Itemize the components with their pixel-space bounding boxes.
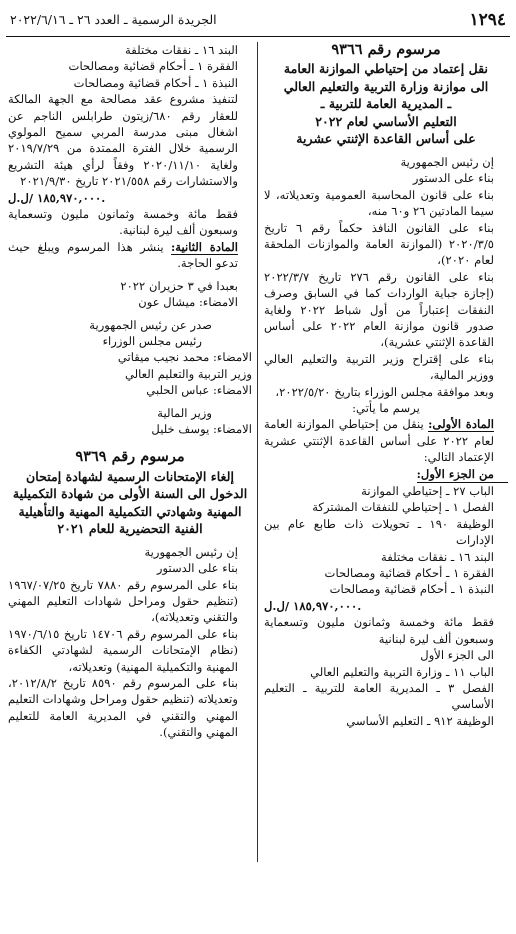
decree-title-line: إلغاء الإمتحانات الرسمية لشهادة إمتحان	[26, 468, 234, 484]
decree-title-line: الفنية التحضيرية للعام ٢٠٢١	[57, 521, 203, 537]
article-2	[8, 239, 252, 272]
fin-minister-title: وزير المالية	[157, 405, 212, 420]
from-item: الوظيفة ١٩٠ ـ تحويلات ذات طابع عام بين الإدارات	[264, 516, 494, 548]
to-part: الى الجزء الأول	[420, 648, 494, 663]
issue-line: الجريدة الرسمية ـ العدد ٢٦ ـ ٢٠٢٢/٦/١٦	[10, 12, 217, 27]
article-2-label: المادة الثانية:	[171, 239, 238, 254]
signature-edu-minister: الامضاء: عباس الحلبي	[146, 383, 252, 398]
pm-title: رئيس مجلس الوزراء	[102, 333, 202, 348]
to-item: الفصل ٣ ـ المديرية العامة للتربية ـ التعليم الأساسي	[264, 680, 494, 712]
amount: ١٨٥,٩٧٠,٠٠٠ /ل.ل.	[8, 190, 106, 205]
column-divider	[257, 42, 258, 862]
page-number: ١٢٩٤	[469, 10, 506, 30]
preamble-law-6: بناء على القانون النافذ حكماً رقم ٦ تاريخ ٢٠٢٠/٣/٥ (الموازنة العامة والموازنات الملحقة لعام ٢٠٢٠)،	[264, 220, 494, 268]
decrees-line: يرسم ما يأتي:	[352, 401, 420, 415]
left-column	[8, 42, 252, 741]
amount-words: فقط مائة وخمسة وثمانون مليون وتسعماية وسبعون ألف ليرة لبنانية.	[8, 207, 238, 238]
from-item: الفصل ١ ـ إحتياطي للنفقات المشتركة	[312, 500, 494, 515]
preamble-president: إن رئيس الجمهورية	[400, 154, 494, 169]
decree-title-line: نقل إعتماد من إحتياطي الموازنة العامة	[283, 61, 489, 77]
decree-number: مرسوم رقم ٩٣٦٩	[75, 448, 185, 466]
amount: ١٨٥,٩٧٠,٠٠٠ /ل.ل.	[264, 598, 362, 613]
decree-title-line: ـ المديرية العامة للتربية ـ	[320, 96, 452, 112]
preamble-decree-14706: بناء على المرسوم رقم ١٤٧٠٦ تاريخ ١٩٧٠/٦/١٥ (نظام الإمتحانات الرسمية لشهادتي الكفاءة المهنية والتكميلية المهنية) وتعديلاته،	[8, 626, 238, 674]
item-line: النبذة ١ ـ أحكام قضائية ومصالحات	[73, 75, 238, 90]
preamble-accounting-law: بناء على قانون المحاسبة العمومية وتعديلاته، لا سيما المادتين ٢٦ و٦٠ منه،	[264, 187, 494, 219]
decree-title-line: التعليم الأساسي لعام ٢٠٢٢	[315, 113, 457, 129]
decree-title-line: الى موازنة وزارة التربية والتعليم العالي	[283, 78, 489, 94]
article-1	[264, 416, 508, 465]
signature-pm: الامضاء: محمد نجيب ميقاتي	[117, 350, 252, 365]
preamble-approval: وبعد موافقة مجلس الوزراء بتاريخ ٢٠٢٢/٥/٢٠،	[275, 384, 494, 399]
article-1-text: ينقل من إحتياطي الموازنة العامة لعام ٢٠٢٢ على أساس القاعدة الإثنتي عشرية الإعتماد التالي:	[264, 417, 495, 465]
to-item: الباب ١١ ـ وزارة التربية والتعليم العالي	[310, 664, 494, 679]
issued-by: صدر عن رئيس الجمهورية	[89, 317, 212, 332]
page-header	[6, 10, 510, 37]
edu-minister-title: وزير التربية والتعليم العالي	[124, 366, 252, 381]
purpose-text: لتنفيذ مشروع عقد مصالحة مع الجهة المالكة للعقار رقم ٦٨٠/زيتون طرابلس الناجم عن اشغال مبنى مدرسة المربي سميح المولوي الرسمية خلال الفترة الممتدة من ٢٠١٩/٧/٢٩ ولغاية ٢٠٢٠/١١/١٠ وفقاً لرأي هيئة التشريع والاستشارات رقم ٢٠٢١/٥٥٨ تاريخ ٢٠٢١/٩/٣٠	[8, 92, 238, 189]
right-column	[264, 42, 508, 729]
preamble-president: إن رئيس الجمهورية	[144, 544, 238, 559]
article-2-text: ينشر هذا المرسوم ويبلغ حيث تدعو الحاجة.	[8, 239, 238, 271]
preamble-decree-7880: بناء على المرسوم رقم ٧٨٨٠ تاريخ ١٩٦٧/٠٧/٢٥ (تنظيم حقول ومراحل شهادات التعليم المهني والتقني وتعديلاته)،	[8, 577, 238, 625]
decree-title-line: المهنية وشهادتي التكميلية المهنية والتأهيلية	[18, 503, 242, 519]
from-part: من الجزء الأول:	[417, 466, 508, 483]
preamble-constitution: بناء على الدستور	[156, 561, 238, 576]
amount-words: فقط مائة وخمسة وثمانون مليون وتسعماية وسبعون ألف ليرة لبنانية	[264, 615, 494, 646]
to-item: الوظيفة ٩١٢ ـ التعليم الأساسي	[346, 713, 494, 728]
from-item: البند ١٦ ـ نفقات مختلفة	[381, 549, 494, 564]
preamble-proposal: بناء على إقتراح وزير التربية والتعليم العالي ووزير المالية،	[264, 351, 494, 383]
signature-president: الامضاء: ميشال عون	[138, 295, 238, 310]
item-line: الفقرة ١ ـ أحكام قضائية ومصالحات	[68, 59, 238, 74]
decree-number: مرسوم رقم ٩٣٦٦	[331, 41, 441, 58]
preamble-law-276: بناء على القانون رقم ٢٧٦ تاريخ ٢٠٢٢/٣/٧ (إجازة جباية الواردات كما في السابق وصرف النفقات إعتباراً من أول شباط ٢٠٢٢ ولغاية صدور قانون موازنة العام ٢٠٢٢ على أساس القاعدة الإثنتي عشرية)،	[264, 269, 495, 350]
decree-title-line: الدخول الى السنة الأولى من شهادة التكميلية	[12, 486, 248, 502]
article-1-label: المادة الأولى:	[428, 417, 495, 432]
from-item: الفقرة ١ ـ أحكام قضائية ومصالحات	[324, 566, 494, 581]
signature-fin-minister: الامضاء: يوسف خليل	[151, 421, 252, 436]
date-line: بعبدا في ٣ حزيران ٢٠٢٢	[120, 278, 238, 293]
item-line: البند ١٦ ـ نفقات مختلفة	[125, 43, 238, 57]
from-item: الباب ٢٧ ـ إحتياطي الموازنة	[361, 484, 494, 499]
preamble-decree-8590: بناء على المرسوم رقم ٨٥٩٠ تاريخ ٢٠١٢/٨/٢، وتعديلاته (تنظيم حقول ومراحل وشهادات التعليم المهني والتقني في المديرية العامة للتعليم المهني والتقني).	[8, 676, 238, 740]
from-item: النبذة ١ ـ أحكام قضائية ومصالحات	[329, 582, 494, 597]
decree-title-line: على أساس القاعدة الإثنتي عشرية	[296, 131, 476, 147]
preamble-constitution: بناء على الدستور	[412, 171, 494, 186]
